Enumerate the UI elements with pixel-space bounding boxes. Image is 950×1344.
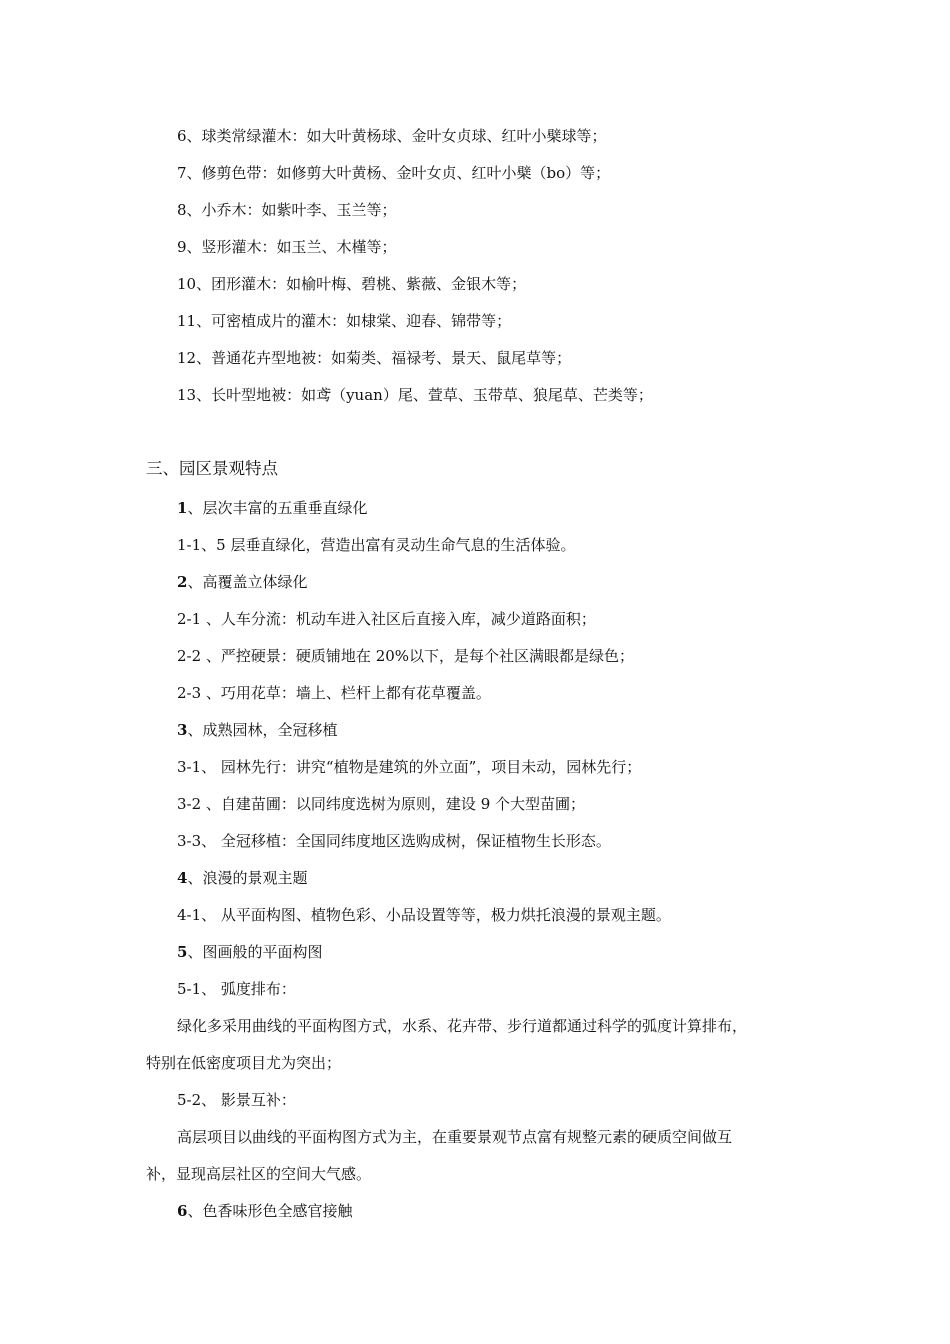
paragraph: 1-1、5 层垂直绿化，营造出富有灵动生命气息的生活体验。 bbox=[177, 536, 576, 554]
subheading-number: 2 bbox=[177, 573, 188, 591]
subheading-text: 、成熟园林，全冠移植 bbox=[187, 721, 338, 739]
paragraph: 5-2、 影景互补： bbox=[177, 1091, 296, 1109]
subheading-text: 、高覆盖立体绿化 bbox=[187, 573, 308, 591]
subheading-text: 、浪漫的景观主题 bbox=[187, 869, 308, 887]
paragraph: 2-2 、严控硬景：硬质铺地在 20%以下，是每个社区满眼都是绿色； bbox=[177, 647, 635, 665]
subheading-4 bbox=[177, 868, 307, 888]
list-item: 9、竖形灌木：如玉兰、木槿等； bbox=[177, 238, 397, 256]
subheading-2 bbox=[177, 572, 307, 592]
section-title: 三、园区景观特点 bbox=[146, 459, 278, 478]
paragraph: 2-3 、巧用花草：墙上、栏杆上都有花草覆盖。 bbox=[177, 684, 491, 702]
subheading-number: 3 bbox=[177, 721, 188, 739]
paragraph: 高层项目以曲线的平面构图方式为主，在重要景观节点富有规整元素的硬质空间做互 bbox=[177, 1128, 733, 1146]
list-item: 6、球类常绿灌木：如大叶黄杨球、金叶女贞球、红叶小檗球等； bbox=[177, 127, 607, 145]
paragraph: 4-1、 从平面构图、植物色彩、小品设置等等，极力烘托浪漫的景观主题。 bbox=[177, 906, 671, 924]
paragraph: 3-3、 全冠移植：全国同纬度地区选购成树，保证植物生长形态。 bbox=[177, 832, 611, 850]
paragraph: 绿化多采用曲线的平面构图方式，水系、花卉带、步行道都通过科学的弧度计算排布， bbox=[177, 1017, 748, 1035]
paragraph-continuation: 补，显现高层社区的空间大气感。 bbox=[146, 1165, 372, 1183]
subheading-number: 6 bbox=[177, 1202, 188, 1220]
paragraph: 2-1 、人车分流：机动车进入社区后直接入库，减少道路面积； bbox=[177, 610, 596, 628]
subheading-number: 5 bbox=[177, 943, 188, 961]
paragraph: 3-1、 园林先行：讲究“植物是建筑的外立面”，项目未动，园林先行； bbox=[177, 758, 642, 776]
paragraph: 3-2 、自建苗圃：以同纬度选树为原则，建设 9 个大型苗圃； bbox=[177, 795, 586, 813]
list-item: 13、长叶型地被：如鸢（yuan）尾、萱草、玉带草、狼尾草、芒类等； bbox=[177, 386, 653, 404]
subheading-6 bbox=[177, 1201, 352, 1221]
subheading-3 bbox=[177, 720, 337, 740]
list-item: 7、修剪色带：如修剪大叶黄杨、金叶女贞、红叶小檗（bo）等； bbox=[177, 164, 611, 182]
list-item: 11、可密植成片的灌木：如棣棠、迎春、锦带等； bbox=[177, 312, 512, 330]
subheading-text: 、色香味形色全感官接触 bbox=[187, 1202, 353, 1220]
paragraph-continuation: 特别在低密度项目尤为突出； bbox=[146, 1054, 342, 1072]
list-item: 12、普通花卉型地被：如菊类、福禄考、景天、鼠尾草等； bbox=[177, 349, 572, 367]
subheading-1 bbox=[177, 498, 367, 518]
paragraph: 5-1、 弧度排布： bbox=[177, 980, 296, 998]
list-item: 8、小乔木：如紫叶李、玉兰等； bbox=[177, 201, 397, 219]
subheading-text: 、图画般的平面构图 bbox=[187, 943, 323, 961]
subheading-number: 4 bbox=[177, 869, 188, 887]
subheading-number: 1 bbox=[177, 499, 188, 517]
list-item: 10、团形灌木：如榆叶梅、碧桃、紫薇、金银木等； bbox=[177, 275, 527, 293]
subheading-text: 、层次丰富的五重垂直绿化 bbox=[187, 499, 368, 517]
subheading-5 bbox=[177, 942, 322, 962]
